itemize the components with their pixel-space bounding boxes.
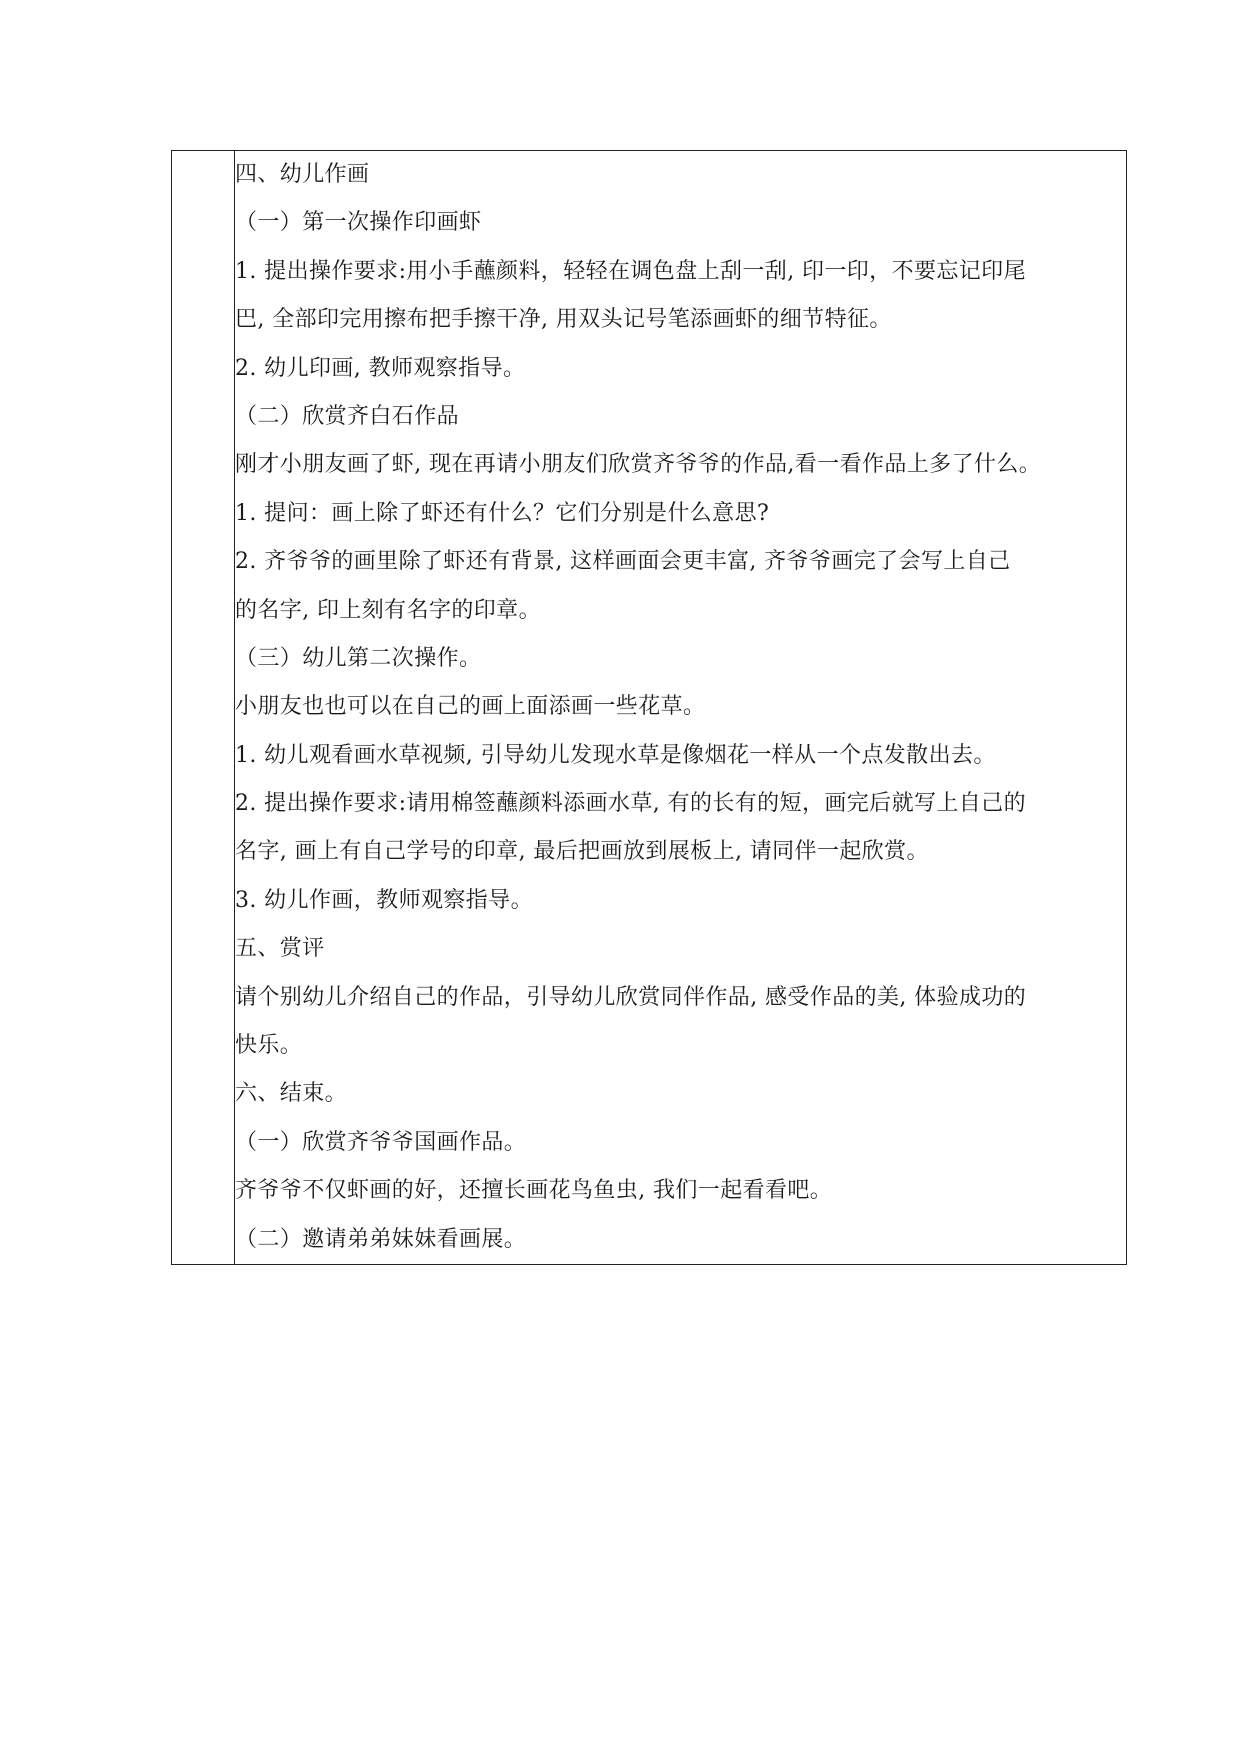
paragraph-line: 2. 提出操作要求:请用棉签蘸颜料添画水草, 有的长有的短，画完后就写上自己的 (235, 791, 1026, 817)
paragraph-line: 1. 幼儿观看画水草视频, 引导幼儿发现水草是像烟花一样从一个点发散出去。 (235, 742, 996, 768)
paragraph-line: 请个别幼儿介绍自己的作品，引导幼儿欣赏同伴作品, 感受作品的美, 体验成功的 (235, 984, 1027, 1010)
section-heading-4: 四、幼儿作画 (235, 162, 370, 187)
label-column-cell (172, 151, 235, 1265)
subsection-heading: （一）第一次操作印画虾 (235, 210, 482, 236)
content-column-cell (235, 151, 1127, 1265)
section-heading-6: 六、结束。 (235, 1081, 348, 1107)
section-heading-5: 五、赏评 (235, 936, 325, 962)
paragraph-line: 2. 幼儿印画, 教师观察指导。 (235, 355, 526, 381)
paragraph-line: 快乐。 (235, 1033, 303, 1059)
subsection-heading: （一）欣赏齐爷爷国画作品。 (235, 1129, 527, 1155)
paragraph-line: 巴, 全部印完用擦布把手擦干净, 用双头记号笔添画虾的细节特征。 (235, 307, 892, 333)
subsection-heading: （二）邀请弟弟妹妹看画展。 (235, 1226, 527, 1252)
paragraph-line: 刚才小朋友画了虾, 现在再请小朋友们欣赏齐爷爷的作品,看一看作品上多了什么。 (235, 452, 1042, 478)
paragraph-line: 小朋友也也可以在自己的画上面添画一些花草。 (235, 694, 706, 720)
paragraph-line: 1. 提出操作要求:用小手蘸颜料，轻轻在调色盘上刮一刮, 印一印，不要忘记印尾 (235, 258, 1026, 284)
paragraph-line: 2. 齐爷爷的画里除了虾还有背景, 这样画面会更丰富, 齐爷爷画完了会写上自己 (235, 549, 1011, 575)
subsection-heading: （二）欣赏齐白石作品 (235, 403, 460, 429)
paragraph-line: 的名字, 印上刻有名字的印章。 (235, 597, 541, 623)
table-row (172, 151, 1127, 1265)
paragraph-line: 3. 幼儿作画，教师观察指导。 (235, 887, 533, 913)
paragraph-line: 1. 提问：画上除了虾还有什么？它们分别是什么意思? (235, 500, 770, 526)
paragraph-line: 名字, 画上有自己学号的印章, 最后把画放到展板上, 请同伴一起欣赏。 (235, 839, 929, 865)
subsection-heading: （三）幼儿第二次操作。 (235, 645, 482, 671)
lesson-plan-table (171, 150, 1127, 1265)
paragraph-line: 齐爷爷不仅虾画的好，还擅长画花鸟鱼虫, 我们一起看看吧。 (235, 1178, 833, 1204)
